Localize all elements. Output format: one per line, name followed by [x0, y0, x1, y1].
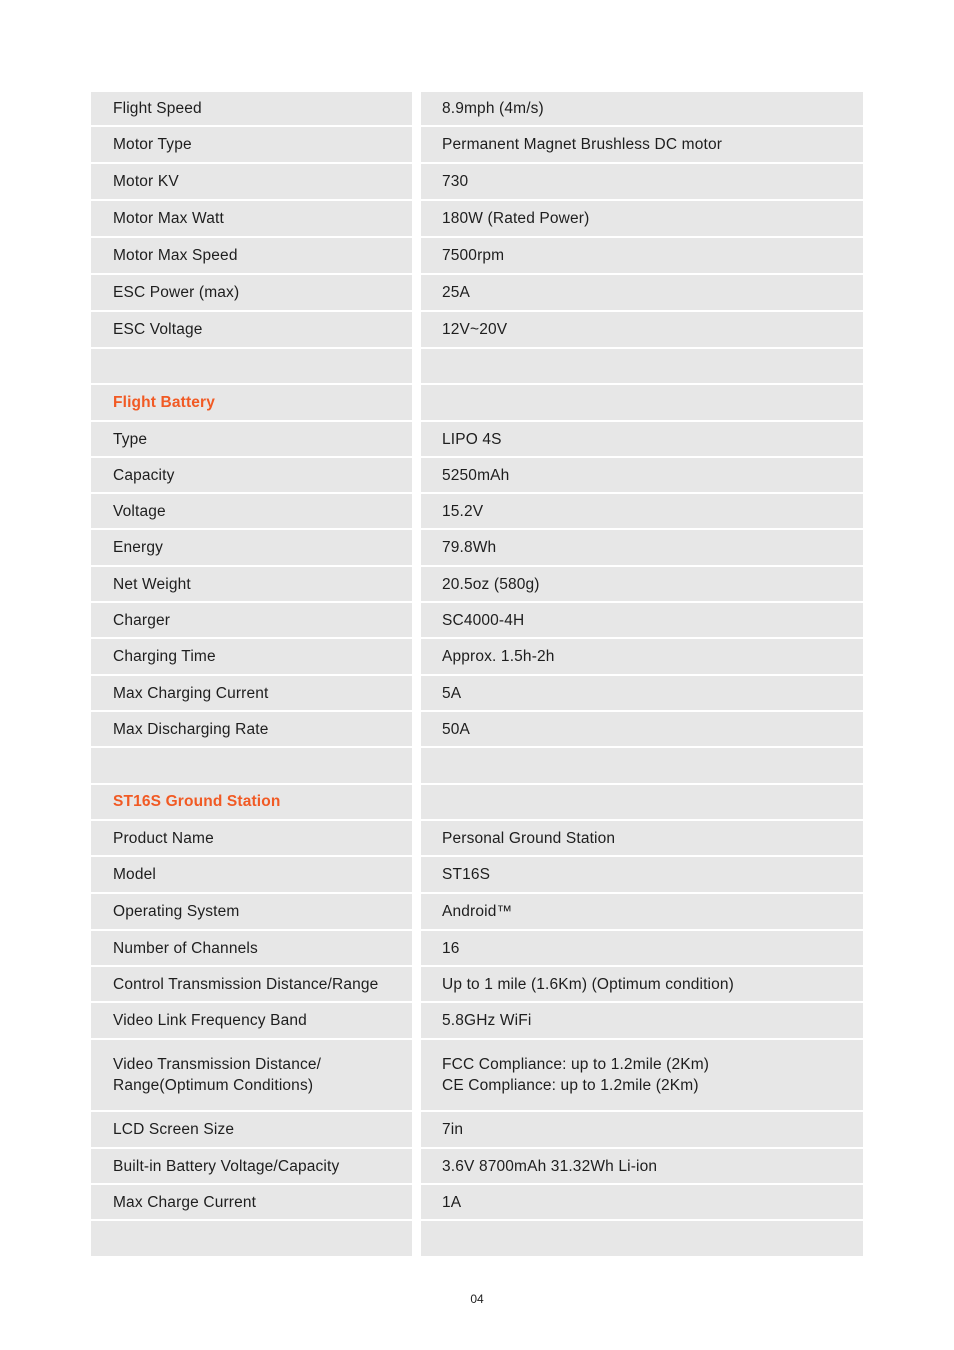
spec-label [91, 967, 412, 1001]
spec-value [421, 894, 863, 929]
spec-value [421, 1003, 863, 1038]
spec-label [91, 127, 412, 162]
spec-table [91, 92, 863, 1258]
spec-label [91, 238, 412, 273]
spec-row [91, 494, 863, 528]
spec-value-line: Personal Ground Station [442, 829, 616, 847]
spec-row [91, 422, 863, 456]
spec-value [421, 639, 863, 674]
spec-label [91, 748, 412, 783]
spec-value-line: ST16S [442, 866, 491, 883]
spec-label [91, 275, 412, 310]
spec-label-line: ST16S Ground Station [113, 793, 281, 810]
spec-value [421, 931, 863, 965]
spec-label-line: Motor Type [113, 136, 192, 153]
spec-value-line: 7in [442, 1121, 464, 1138]
spec-value [421, 821, 863, 855]
spec-value [421, 530, 863, 565]
spec-value [421, 967, 863, 1001]
spec-value-line: Approx. 1.5h-2h [442, 648, 555, 665]
spec-label-line: Max Charging Current [113, 684, 269, 702]
spec-label-line: Flight Battery [113, 394, 215, 411]
spec-row [91, 458, 863, 492]
spec-value-line: 3.6V 8700mAh 31.32Wh Li-ion [442, 1157, 658, 1175]
spec-row [91, 1149, 863, 1183]
spec-label-line: Range(Optimum Conditions) [113, 1077, 314, 1094]
spec-label [91, 676, 412, 710]
spec-row [91, 1003, 863, 1038]
spec-label-line: Operating System [113, 903, 240, 920]
spec-value [421, 312, 863, 347]
spec-label [91, 1185, 412, 1219]
spec-row [91, 127, 863, 162]
spec-label-line: Motor Max Speed [113, 247, 238, 264]
spec-value-line: 180W (Rated Power) [442, 210, 590, 227]
spec-label [91, 894, 412, 929]
spec-value-line: CE Compliance: up to 1.2mile (2Km) [442, 1077, 699, 1094]
spec-value-line: 7500rpm [442, 247, 505, 264]
spec-value [421, 1112, 863, 1147]
spec-value [421, 857, 863, 892]
spec-value [421, 1040, 863, 1110]
page-number: 04 [470, 1292, 484, 1306]
spec-label [91, 312, 412, 347]
spec-value-line: 1A [442, 1193, 462, 1211]
spec-label-line: Video Link Frequency Band [113, 1012, 307, 1029]
spec-value [421, 422, 863, 456]
spec-value [421, 567, 863, 601]
section-title [91, 385, 412, 420]
spec-value [421, 385, 863, 420]
spec-label [91, 1149, 412, 1183]
spec-value [421, 127, 863, 162]
spec-value-line: 5A [442, 684, 462, 702]
spec-label-line: Flight Speed [113, 100, 202, 117]
spec-label [91, 1040, 412, 1110]
spec-label [91, 1003, 412, 1038]
spec-label-line: Capacity [113, 466, 175, 484]
spec-value [421, 603, 863, 637]
spec-label [91, 530, 412, 565]
spec-value [421, 275, 863, 310]
spec-row [91, 530, 863, 565]
spec-label-line: Number of Channels [113, 939, 258, 957]
spec-label-line: Net Weight [113, 575, 191, 593]
spec-row [91, 1112, 863, 1147]
spec-label [91, 494, 412, 528]
spec-row [91, 603, 863, 637]
spec-label [91, 931, 412, 965]
spec-row [91, 931, 863, 965]
spec-value [421, 785, 863, 819]
spec-value [421, 494, 863, 528]
spec-value [421, 712, 863, 746]
spec-label [91, 567, 412, 601]
spec-value-line: 730 [442, 173, 469, 190]
spec-row [91, 676, 863, 710]
spec-row [91, 1185, 863, 1219]
spacer-row [91, 748, 863, 783]
spec-row [91, 894, 863, 929]
section-header-row [91, 385, 863, 420]
spec-label-line: Video Transmission Distance/ [113, 1056, 322, 1073]
spec-row [91, 567, 863, 601]
spec-value [421, 1149, 863, 1183]
spec-row [91, 92, 863, 125]
spec-label-line: ESC Power (max) [113, 284, 240, 301]
spec-row [91, 857, 863, 892]
spec-label [91, 92, 412, 125]
spec-value-line: FCC Compliance: up to 1.2mile (2Km) [442, 1056, 710, 1073]
spacer-row [91, 349, 863, 383]
spec-label-line: Motor KV [113, 173, 179, 190]
spec-label-line: Model [113, 866, 156, 883]
spec-row [91, 821, 863, 855]
spec-value-line: 79.8Wh [442, 539, 497, 556]
spec-label-line: Product Name [113, 829, 214, 847]
spec-value-line: 15.2V [442, 502, 484, 520]
spec-value-line: 12V~20V [442, 321, 508, 338]
spec-value-line: 20.5oz (580g) [442, 575, 540, 593]
spec-value [421, 676, 863, 710]
spec-label [91, 603, 412, 637]
spec-row [91, 164, 863, 199]
section-title [91, 785, 412, 819]
spec-label [91, 349, 412, 383]
spec-value-line: SC4000-4H [442, 611, 525, 629]
spec-value-line: Up to 1 mile (1.6Km) (Optimum condition) [442, 975, 734, 993]
spec-label-line: ESC Voltage [113, 321, 203, 338]
spec-value [421, 748, 863, 783]
spec-label-line: Voltage [113, 502, 166, 520]
spec-row [91, 712, 863, 746]
spec-value [421, 92, 863, 125]
spec-label-line: LCD Screen Size [113, 1121, 235, 1138]
spec-value-line: 5.8GHz WiFi [442, 1012, 532, 1029]
spec-label-line: Charging Time [113, 648, 216, 665]
spec-row [91, 312, 863, 347]
spec-label [91, 712, 412, 746]
spec-label-line: Built-in Battery Voltage/Capacity [113, 1157, 340, 1175]
spec-row [91, 967, 863, 1001]
spec-row [91, 275, 863, 310]
spec-label [91, 164, 412, 199]
spec-label-line: Charger [113, 611, 171, 629]
spec-value-line: 50A [442, 720, 471, 738]
spec-value-line: Permanent Magnet Brushless DC motor [442, 136, 723, 153]
spacer-row [91, 1221, 863, 1256]
spec-label [91, 1221, 412, 1256]
spec-label-line: Max Charge Current [113, 1193, 257, 1211]
spec-label-line: Energy [113, 539, 164, 556]
spec-value [421, 201, 863, 236]
spec-value [421, 1185, 863, 1219]
spec-value-line: 8.9mph (4m/s) [442, 100, 544, 117]
spec-value-line: 25A [442, 284, 471, 301]
spec-row [91, 639, 863, 674]
spec-value [421, 238, 863, 273]
spec-value [421, 1221, 863, 1256]
spec-label [91, 201, 412, 236]
spec-label [91, 1112, 412, 1147]
spec-label-line: Motor Max Watt [113, 210, 224, 227]
spec-value [421, 458, 863, 492]
spec-label [91, 458, 412, 492]
section-header-row [91, 785, 863, 819]
spec-value [421, 349, 863, 383]
spec-label [91, 857, 412, 892]
spec-label-line: Max Discharging Rate [113, 720, 269, 738]
spec-row [91, 238, 863, 273]
spec-row [91, 201, 863, 236]
spec-row [91, 1040, 863, 1110]
spec-label [91, 422, 412, 456]
spec-value-line: 16 [442, 939, 460, 957]
spec-value-line: LIPO 4S [442, 430, 502, 448]
spec-label [91, 639, 412, 674]
spec-value-line: 5250mAh [442, 466, 510, 484]
spec-label [91, 821, 412, 855]
spec-value-line: Android™ [442, 903, 513, 920]
spec-label-line: Control Transmission Distance/Range [113, 975, 379, 993]
spec-label-line: Type [113, 430, 148, 448]
spec-value [421, 164, 863, 199]
